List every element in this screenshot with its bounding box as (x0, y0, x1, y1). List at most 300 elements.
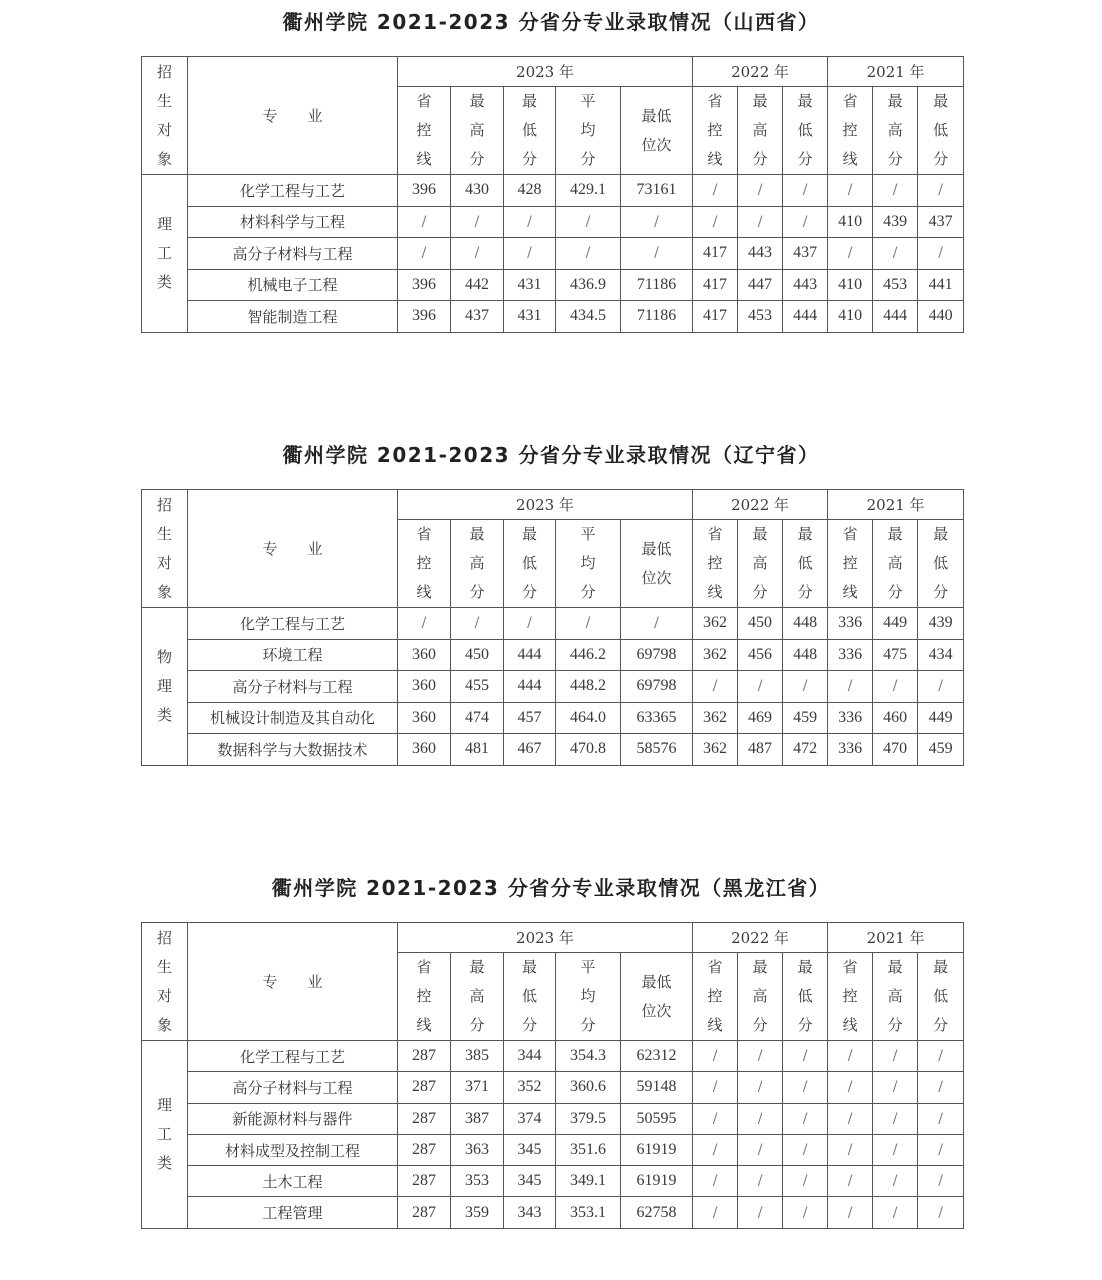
header-col-label: 最低位次 (641, 106, 672, 154)
score-cell-y2021-1: / (873, 1166, 918, 1197)
table-row (142, 608, 964, 640)
score-cell-y2023-0: 360 (398, 671, 451, 703)
score-cell-y2022-1: 469 (738, 702, 783, 734)
score-cell-y2023-1: 481 (451, 734, 504, 766)
header-col-label: 最低位次 (641, 539, 672, 587)
major-name: 材料成型及控制工程 (188, 1134, 398, 1165)
score-cell-y2021-2: 449 (918, 702, 964, 734)
major-name: 新能源材料与器件 (188, 1103, 398, 1134)
table-row (142, 1134, 964, 1165)
score-cell-y2023-1: 363 (451, 1134, 504, 1165)
header-col-2021-1 (873, 520, 918, 608)
score-cell-y2021-2: / (918, 175, 964, 207)
header-col-label: 最低分 (797, 92, 813, 168)
score-cell-y2023-1: 387 (451, 1103, 504, 1134)
score-cell-y2023-0: / (398, 206, 451, 238)
score-cell-y2021-1: 453 (873, 269, 918, 301)
category-cell (142, 175, 188, 333)
score-cell-y2023-1: 430 (451, 175, 504, 207)
score-cell-y2021-2: 440 (918, 301, 964, 333)
score-cell-y2022-1: / (738, 206, 783, 238)
score-cell-y2021-0: 410 (828, 269, 873, 301)
table-row (142, 269, 964, 301)
score-cell-y2022-0: / (693, 1041, 738, 1072)
table-row (142, 301, 964, 333)
score-cell-y2023-2: 431 (504, 301, 556, 333)
score-cell-y2021-1: 475 (873, 639, 918, 671)
score-cell-y2021-0: / (828, 1134, 873, 1165)
header-col-2021-1 (873, 87, 918, 175)
header-col-2022-0 (693, 520, 738, 608)
score-cell-y2021-2: 437 (918, 206, 964, 238)
score-cell-y2023-2: / (504, 238, 556, 270)
score-cell-y2023-2: 345 (504, 1166, 556, 1197)
score-cell-y2021-1: / (873, 1134, 918, 1165)
header-col-2021-2 (918, 520, 964, 608)
score-cell-y2023-4: / (621, 206, 693, 238)
score-cell-y2022-2: / (783, 1197, 828, 1228)
score-cell-y2021-1: / (873, 175, 918, 207)
score-cell-y2022-1: / (738, 175, 783, 207)
score-cell-y2022-2: 448 (783, 639, 828, 671)
header-col-2022-2 (783, 520, 828, 608)
score-cell-y2023-4: / (621, 238, 693, 270)
score-cell-y2023-0: 287 (398, 1072, 451, 1103)
table-row (142, 671, 964, 703)
score-cell-y2021-0: / (828, 1197, 873, 1228)
score-cell-y2022-0: / (693, 1197, 738, 1228)
header-col-2023-3 (556, 87, 621, 175)
major-name: 高分子材料与工程 (188, 1072, 398, 1103)
header-col-label: 省控线 (842, 92, 858, 168)
score-cell-y2022-1: / (738, 1041, 783, 1072)
header-col-label: 最低分 (522, 92, 538, 168)
admission-table-heilongjiang (141, 922, 964, 1229)
score-cell-y2021-1: / (873, 238, 918, 270)
score-cell-y2023-1: 371 (451, 1072, 504, 1103)
score-cell-y2023-0: 396 (398, 301, 451, 333)
score-cell-y2023-1: 442 (451, 269, 504, 301)
score-cell-y2023-0: 360 (398, 639, 451, 671)
table-row (142, 639, 964, 671)
header-category-label: 招生对象 (157, 928, 173, 1034)
table-row (142, 238, 964, 270)
score-cell-y2023-3: 349.1 (556, 1166, 621, 1197)
score-cell-y2022-2: 444 (783, 301, 828, 333)
score-cell-y2022-0: / (693, 175, 738, 207)
score-cell-y2023-3: 360.6 (556, 1072, 621, 1103)
score-cell-y2023-0: 287 (398, 1166, 451, 1197)
score-cell-y2022-1: 443 (738, 238, 783, 270)
score-cell-y2023-3: 470.8 (556, 734, 621, 766)
score-cell-y2021-0: 336 (828, 702, 873, 734)
header-col-2021-0 (828, 87, 873, 175)
header-year-2021: 2021 年 (828, 490, 964, 520)
header-col-2022-1 (738, 953, 783, 1041)
score-cell-y2023-2: 457 (504, 702, 556, 734)
score-cell-y2021-1: 460 (873, 702, 918, 734)
score-cell-y2023-1: / (451, 608, 504, 640)
score-cell-y2022-1: 453 (738, 301, 783, 333)
score-cell-y2023-3: / (556, 206, 621, 238)
header-col-label: 最低分 (933, 525, 949, 601)
header-col-2022-1 (738, 87, 783, 175)
score-cell-y2022-1: 447 (738, 269, 783, 301)
score-cell-y2023-1: 359 (451, 1197, 504, 1228)
score-cell-y2021-0: / (828, 175, 873, 207)
score-cell-y2022-0: / (693, 206, 738, 238)
header-col-label: 省控线 (707, 525, 723, 601)
header-col-label: 最高分 (887, 92, 903, 168)
score-cell-y2021-2: / (918, 1134, 964, 1165)
header-col-label: 省控线 (842, 958, 858, 1034)
score-cell-y2022-2: 448 (783, 608, 828, 640)
header-major (188, 923, 398, 1041)
header-col-2021-2 (918, 87, 964, 175)
score-cell-y2023-1: / (451, 206, 504, 238)
header-col-label: 最低分 (933, 92, 949, 168)
score-cell-y2022-2: / (783, 1134, 828, 1165)
table-row (142, 206, 964, 238)
score-cell-y2021-2: / (918, 671, 964, 703)
header-col-2023-1 (451, 87, 504, 175)
score-cell-y2023-1: 437 (451, 301, 504, 333)
category-cell (142, 1041, 188, 1229)
score-cell-y2021-1: / (873, 1072, 918, 1103)
header-major (188, 490, 398, 608)
score-cell-y2023-4: 61919 (621, 1134, 693, 1165)
score-cell-y2023-1: 353 (451, 1166, 504, 1197)
table-row (142, 1197, 964, 1228)
header-category (142, 490, 188, 608)
score-cell-y2023-0: 287 (398, 1103, 451, 1134)
score-cell-y2021-2: 439 (918, 608, 964, 640)
score-cell-y2021-2: 459 (918, 734, 964, 766)
table-title-shanxi: 衢州学院 2021-2023 分省分专业录取情况（山西省） (282, 10, 820, 34)
header-col-label: 最低分 (797, 958, 813, 1034)
score-cell-y2022-1: / (738, 1134, 783, 1165)
score-cell-y2022-1: 456 (738, 639, 783, 671)
header-col-2023-1 (451, 953, 504, 1041)
score-cell-y2023-0: 287 (398, 1041, 451, 1072)
major-name: 材料科学与工程 (188, 206, 398, 238)
score-cell-y2023-4: 69798 (621, 639, 693, 671)
major-name: 机械设计制造及其自动化 (188, 702, 398, 734)
score-cell-y2023-3: 464.0 (556, 702, 621, 734)
header-col-2021-2 (918, 953, 964, 1041)
score-cell-y2022-2: / (783, 671, 828, 703)
score-cell-y2023-4: 50595 (621, 1103, 693, 1134)
score-cell-y2023-3: 434.5 (556, 301, 621, 333)
header-col-label: 省控线 (416, 92, 432, 168)
admission-table-liaoning (141, 489, 964, 766)
header-col-label: 最低分 (933, 958, 949, 1034)
score-cell-y2023-2: 467 (504, 734, 556, 766)
score-cell-y2021-0: / (828, 1072, 873, 1103)
score-cell-y2021-2: / (918, 238, 964, 270)
score-cell-y2023-0: / (398, 608, 451, 640)
header-col-2023-0 (398, 520, 451, 608)
major-name: 土木工程 (188, 1166, 398, 1197)
header-col-label: 最高分 (887, 958, 903, 1034)
header-major-label: 专业 (262, 973, 353, 991)
major-name: 高分子材料与工程 (188, 671, 398, 703)
score-cell-y2021-2: / (918, 1103, 964, 1134)
table-title-liaoning: 衢州学院 2021-2023 分省分专业录取情况（辽宁省） (282, 443, 820, 467)
score-cell-y2021-1: 439 (873, 206, 918, 238)
score-cell-y2022-0: / (693, 1072, 738, 1103)
score-cell-y2022-2: / (783, 1041, 828, 1072)
score-cell-y2022-1: / (738, 1103, 783, 1134)
score-cell-y2023-2: 431 (504, 269, 556, 301)
score-cell-y2023-2: / (504, 206, 556, 238)
header-col-label: 最高分 (752, 92, 768, 168)
header-category-label: 招生对象 (157, 495, 173, 601)
score-cell-y2021-1: 444 (873, 301, 918, 333)
score-cell-y2023-4: 61919 (621, 1166, 693, 1197)
major-name: 高分子材料与工程 (188, 238, 398, 270)
score-cell-y2023-2: 444 (504, 639, 556, 671)
header-col-label: 最低分 (797, 525, 813, 601)
score-cell-y2023-3: 448.2 (556, 671, 621, 703)
score-cell-y2023-4: 73161 (621, 175, 693, 207)
score-cell-y2022-0: 362 (693, 608, 738, 640)
score-cell-y2023-1: 385 (451, 1041, 504, 1072)
score-cell-y2022-2: 443 (783, 269, 828, 301)
score-cell-y2023-0: / (398, 238, 451, 270)
score-cell-y2023-1: / (451, 238, 504, 270)
header-year-2023: 2023 年 (398, 923, 693, 953)
header-col-2022-0 (693, 953, 738, 1041)
table-row (142, 175, 964, 207)
header-year-2022: 2022 年 (693, 490, 828, 520)
table-row (142, 702, 964, 734)
header-col-2022-2 (783, 953, 828, 1041)
major-name: 环境工程 (188, 639, 398, 671)
score-cell-y2023-1: 455 (451, 671, 504, 703)
score-cell-y2023-0: 360 (398, 734, 451, 766)
score-cell-y2022-0: / (693, 671, 738, 703)
score-cell-y2021-1: 470 (873, 734, 918, 766)
header-col-label: 最高分 (752, 958, 768, 1034)
score-cell-y2022-2: / (783, 1072, 828, 1103)
score-cell-y2023-4: 69798 (621, 671, 693, 703)
header-category (142, 923, 188, 1041)
header-col-2022-2 (783, 87, 828, 175)
score-cell-y2023-0: 396 (398, 175, 451, 207)
score-cell-y2021-1: / (873, 1041, 918, 1072)
header-col-label: 省控线 (842, 525, 858, 601)
score-cell-y2023-3: 446.2 (556, 639, 621, 671)
header-col-2023-1 (451, 520, 504, 608)
score-cell-y2022-1: 450 (738, 608, 783, 640)
header-col-2023-2 (504, 520, 556, 608)
score-cell-y2022-0: 417 (693, 238, 738, 270)
score-cell-y2021-0: / (828, 671, 873, 703)
score-cell-y2021-2: / (918, 1041, 964, 1072)
score-cell-y2021-0: 336 (828, 734, 873, 766)
score-cell-y2023-2: 428 (504, 175, 556, 207)
header-col-label: 最高分 (469, 525, 485, 601)
category-label: 理工类 (157, 214, 173, 291)
header-col-label: 最低分 (522, 958, 538, 1034)
header-col-label: 省控线 (707, 958, 723, 1034)
score-cell-y2023-0: 396 (398, 269, 451, 301)
score-cell-y2022-1: 487 (738, 734, 783, 766)
header-col-2023-4 (621, 953, 693, 1041)
score-cell-y2022-0: 362 (693, 702, 738, 734)
header-major (188, 57, 398, 175)
score-cell-y2023-3: / (556, 608, 621, 640)
header-row-years (142, 490, 964, 520)
score-cell-y2022-2: / (783, 175, 828, 207)
score-cell-y2023-2: 345 (504, 1134, 556, 1165)
major-name: 工程管理 (188, 1197, 398, 1228)
header-col-label: 最高分 (469, 958, 485, 1034)
header-year-2023: 2023 年 (398, 490, 693, 520)
header-col-2021-0 (828, 953, 873, 1041)
header-col-2021-0 (828, 520, 873, 608)
score-cell-y2023-3: 353.1 (556, 1197, 621, 1228)
score-cell-y2023-4: 62312 (621, 1041, 693, 1072)
score-cell-y2022-1: / (738, 1197, 783, 1228)
score-cell-y2021-1: / (873, 1103, 918, 1134)
score-cell-y2021-2: 441 (918, 269, 964, 301)
score-cell-y2022-0: 362 (693, 639, 738, 671)
header-year-2021: 2021 年 (828, 923, 964, 953)
score-cell-y2021-2: 434 (918, 639, 964, 671)
header-col-label: 平均分 (580, 525, 596, 601)
score-cell-y2023-3: 436.9 (556, 269, 621, 301)
table-header (142, 923, 964, 1041)
score-cell-y2022-0: / (693, 1166, 738, 1197)
header-major-label: 专业 (262, 107, 353, 125)
score-cell-y2022-0: 417 (693, 301, 738, 333)
table-row (142, 1166, 964, 1197)
header-col-2021-1 (873, 953, 918, 1041)
score-cell-y2021-1: / (873, 1197, 918, 1228)
score-cell-y2023-4: 62758 (621, 1197, 693, 1228)
header-col-label: 平均分 (580, 92, 596, 168)
major-name: 化学工程与工艺 (188, 1041, 398, 1072)
score-cell-y2022-2: / (783, 1103, 828, 1134)
score-cell-y2023-1: 450 (451, 639, 504, 671)
score-cell-y2021-0: / (828, 1103, 873, 1134)
score-cell-y2022-0: / (693, 1134, 738, 1165)
table-row (142, 1041, 964, 1072)
score-cell-y2022-2: 472 (783, 734, 828, 766)
table-body (142, 608, 964, 766)
major-name: 化学工程与工艺 (188, 608, 398, 640)
table-body (142, 1041, 964, 1229)
header-col-label: 省控线 (416, 525, 432, 601)
score-cell-y2023-4: 71186 (621, 301, 693, 333)
score-cell-y2022-2: 459 (783, 702, 828, 734)
table-row (142, 734, 964, 766)
table-row (142, 1072, 964, 1103)
admission-table-shanxi (141, 56, 964, 333)
score-cell-y2023-4: 59148 (621, 1072, 693, 1103)
major-name: 智能制造工程 (188, 301, 398, 333)
score-cell-y2021-0: / (828, 238, 873, 270)
header-category-label: 招生对象 (157, 62, 173, 168)
header-row-years (142, 57, 964, 87)
score-cell-y2023-4: / (621, 608, 693, 640)
score-cell-y2023-2: / (504, 608, 556, 640)
header-col-2022-0 (693, 87, 738, 175)
score-cell-y2023-3: / (556, 238, 621, 270)
score-cell-y2022-0: 417 (693, 269, 738, 301)
header-col-2023-3 (556, 520, 621, 608)
score-cell-y2022-1: / (738, 671, 783, 703)
score-cell-y2021-0: / (828, 1041, 873, 1072)
score-cell-y2022-2: 437 (783, 238, 828, 270)
score-cell-y2022-0: 362 (693, 734, 738, 766)
score-cell-y2023-4: 71186 (621, 269, 693, 301)
major-name: 机械电子工程 (188, 269, 398, 301)
category-label: 理工类 (157, 1095, 173, 1172)
major-name: 化学工程与工艺 (188, 175, 398, 207)
score-cell-y2021-0: 336 (828, 639, 873, 671)
header-major-label: 专业 (262, 540, 353, 558)
header-col-label: 最低分 (522, 525, 538, 601)
score-cell-y2023-4: 58576 (621, 734, 693, 766)
score-cell-y2023-3: 379.5 (556, 1103, 621, 1134)
score-cell-y2021-0: / (828, 1166, 873, 1197)
header-col-2023-2 (504, 953, 556, 1041)
score-cell-y2021-2: / (918, 1197, 964, 1228)
table-row (142, 1103, 964, 1134)
score-cell-y2021-1: / (873, 671, 918, 703)
major-name: 数据科学与大数据技术 (188, 734, 398, 766)
score-cell-y2022-1: / (738, 1166, 783, 1197)
header-col-2023-0 (398, 87, 451, 175)
score-cell-y2023-0: 287 (398, 1197, 451, 1228)
score-cell-y2022-2: / (783, 1166, 828, 1197)
header-col-label: 最高分 (469, 92, 485, 168)
score-cell-y2022-1: / (738, 1072, 783, 1103)
header-col-2023-0 (398, 953, 451, 1041)
score-cell-y2023-2: 343 (504, 1197, 556, 1228)
score-cell-y2021-1: 449 (873, 608, 918, 640)
table-title-heilongjiang: 衢州学院 2021-2023 分省分专业录取情况（黑龙江省） (271, 876, 831, 900)
header-col-2023-3 (556, 953, 621, 1041)
header-year-2022: 2022 年 (693, 57, 828, 87)
header-col-label: 最高分 (752, 525, 768, 601)
header-col-2023-4 (621, 520, 693, 608)
score-cell-y2023-3: 351.6 (556, 1134, 621, 1165)
header-category (142, 57, 188, 175)
table-body (142, 175, 964, 333)
score-cell-y2021-0: 410 (828, 301, 873, 333)
score-cell-y2023-1: 474 (451, 702, 504, 734)
score-cell-y2023-2: 344 (504, 1041, 556, 1072)
category-label: 物理类 (157, 647, 173, 724)
header-year-2021: 2021 年 (828, 57, 964, 87)
score-cell-y2021-0: 336 (828, 608, 873, 640)
header-col-label: 平均分 (580, 958, 596, 1034)
score-cell-y2021-0: 410 (828, 206, 873, 238)
score-cell-y2023-3: 354.3 (556, 1041, 621, 1072)
score-cell-y2021-2: / (918, 1166, 964, 1197)
table-header (142, 57, 964, 175)
category-cell (142, 608, 188, 766)
header-col-2023-2 (504, 87, 556, 175)
score-cell-y2022-2: / (783, 206, 828, 238)
header-col-label: 最低位次 (641, 972, 672, 1020)
score-cell-y2021-2: / (918, 1072, 964, 1103)
header-col-label: 最高分 (887, 525, 903, 601)
